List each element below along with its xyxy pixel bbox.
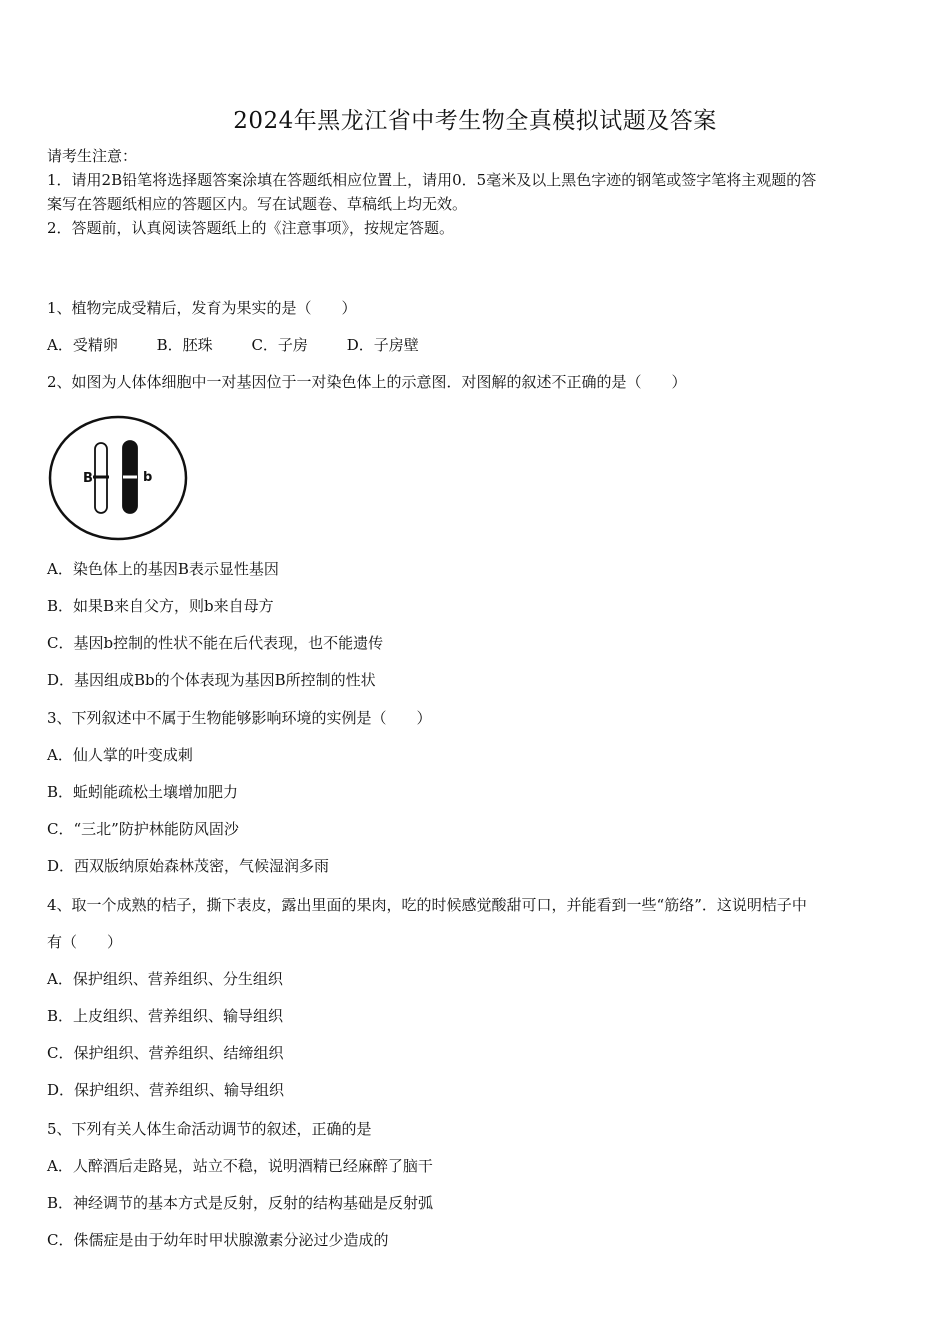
option-b: B．胚珠 bbox=[156, 336, 213, 354]
question-2-options bbox=[47, 551, 917, 699]
notice-heading: 请考生注意： bbox=[47, 147, 138, 165]
question-stem-line-1: 4、取一个成熟的桔子，撕下表皮，露出里面的果肉，吃的时候感觉酸甜可口，并能看到一些“筋络”．这说明桔子中 bbox=[47, 896, 807, 914]
option-c: C．侏儒症是由于幼年时甲状腺激素分泌过少造成的 bbox=[47, 1231, 389, 1249]
option-a: A．受精卵 bbox=[47, 336, 118, 354]
question-stem: 5、下列有关人体生命活动调节的叙述，正确的是 bbox=[47, 1120, 372, 1138]
notice-item-1-line-1: 1．请用2B铅笔将选择题答案涂填在答题纸相应位置上，请用0．5毫米及以上黑色字迹的钢笔或签字笔将主观题的答 bbox=[47, 171, 817, 189]
question-stem-line-2: 有（ ） bbox=[47, 933, 123, 951]
option-c: C．“三北”防护林能防风固沙 bbox=[47, 820, 239, 838]
notice-item-1-line-2: 案写在答题纸相应的答题区内。写在试题卷、草稿纸上均无效。 bbox=[47, 195, 468, 213]
option-a: A．人醉酒后走路晃，站立不稳，说明酒精已经麻醉了脑干 bbox=[47, 1157, 433, 1175]
option-b: B．如果B来自父方，则b来自母方 bbox=[47, 597, 274, 615]
option-b: B．神经调节的基本方式是反射，反射的结构基础是反射弧 bbox=[47, 1194, 434, 1212]
option-b: B．上皮组织、营养组织、输导组织 bbox=[47, 1007, 284, 1025]
question-stem: 2、如图为人体体细胞中一对基因位于一对染色体上的示意图．对图解的叙述不正确的是（ ） bbox=[47, 373, 687, 391]
option-d: D．保护组织、营养组织、输导组织 bbox=[47, 1081, 285, 1099]
option-a: A．仙人掌的叶变成刺 bbox=[47, 746, 193, 764]
option-a: A．染色体上的基因B表示显性基因 bbox=[47, 560, 279, 578]
question-1 bbox=[47, 290, 917, 364]
option-d: D．子房壁 bbox=[346, 336, 419, 354]
option-c: C．基因b控制的性状不能在后代表现，也不能遗传 bbox=[47, 634, 384, 652]
question-3 bbox=[47, 700, 917, 885]
notice-item-2: 2．答题前，认真阅读答题纸上的《注意事项》，按规定答题。 bbox=[47, 219, 455, 237]
question-5 bbox=[47, 1111, 917, 1259]
option-a: A．保护组织、营养组织、分生组织 bbox=[47, 970, 283, 988]
question-4 bbox=[47, 887, 917, 1109]
gene-label-b-recessive: b bbox=[143, 470, 153, 485]
question-stem: 1、植物完成受精后，发育为果实的是（ ） bbox=[47, 299, 357, 317]
gene-label-b-dominant: B bbox=[83, 471, 93, 486]
chromosome-pair-diagram bbox=[47, 415, 189, 547]
option-c: C．保护组织、营养组织、结缔组织 bbox=[47, 1044, 284, 1062]
document-title: 2024年黑龙江省中考生物全真模拟试题及答案 bbox=[233, 108, 717, 134]
option-b: B．蚯蚓能疏松土壤增加肥力 bbox=[47, 783, 239, 801]
option-c: C．子房 bbox=[251, 336, 308, 354]
exam-notice bbox=[47, 144, 917, 240]
question-stem: 3、下列叙述中不属于生物能够影响环境的实例是（ ） bbox=[47, 709, 432, 727]
option-d: D．基因组成Bb的个体表现为基因B所控制的性状 bbox=[47, 671, 376, 689]
question-2 bbox=[47, 364, 917, 401]
option-d: D．西双版纳原始森林茂密，气候湿润多雨 bbox=[47, 857, 330, 875]
question-options bbox=[47, 327, 917, 364]
